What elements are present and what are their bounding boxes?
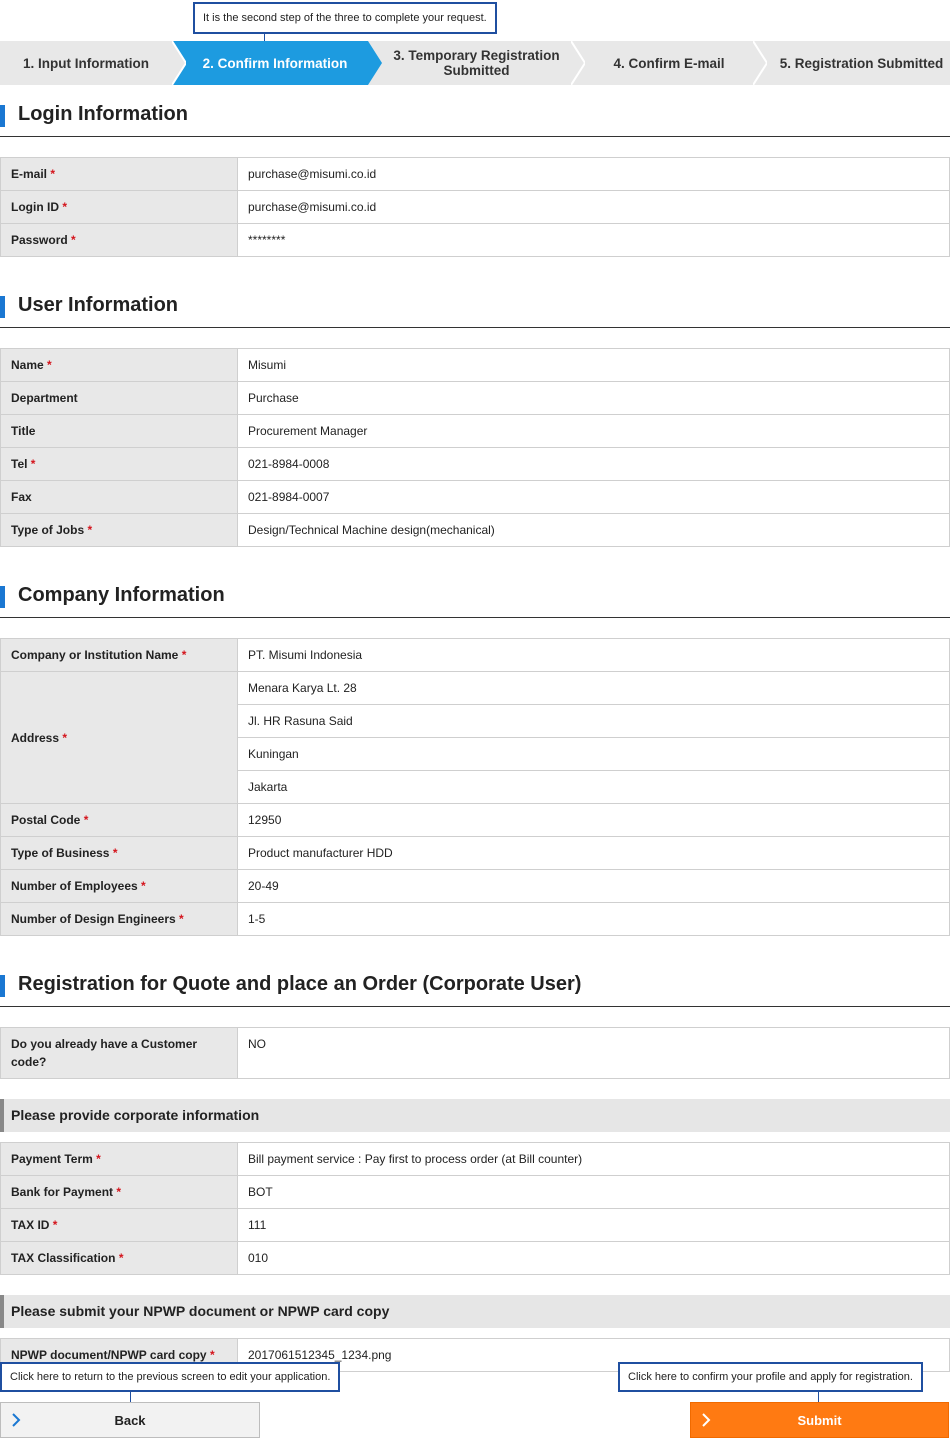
required-mark: *: [209, 1348, 215, 1362]
address-line-4: Jakarta: [238, 771, 950, 804]
section-accent-bar: [0, 105, 5, 127]
login-info-table: [0, 157, 950, 257]
section-accent-bar: [0, 975, 5, 997]
field-label: Do you already have a Customer code?: [1, 1028, 238, 1079]
bank-value: BOT: [238, 1176, 950, 1209]
table-row: [1, 514, 950, 547]
tel-value: 021-8984-0008: [238, 448, 950, 481]
step-label: 5. Registration Submitted: [779, 55, 944, 71]
step-label-line-1: 3. Temporary Registration: [393, 48, 560, 63]
field-label: Postal Code *: [1, 804, 238, 837]
postal-code-value: 12950: [238, 804, 950, 837]
field-label: Number of Employees *: [1, 870, 238, 903]
step-confirm-email: [571, 41, 753, 85]
table-row: [1, 1143, 950, 1176]
required-mark: *: [87, 523, 93, 537]
corporate-info-heading: Please provide corporate information: [0, 1099, 950, 1132]
login-id-value: purchase@misumi.co.id: [238, 191, 950, 224]
employees-value: 20-49: [238, 870, 950, 903]
submit-button[interactable]: [690, 1402, 949, 1438]
user-info-table: [0, 348, 950, 547]
email-value: purchase@misumi.co.id: [238, 158, 950, 191]
company-section-title: [0, 580, 950, 618]
title-value: Procurement Manager: [238, 415, 950, 448]
customer-code-table: [0, 1027, 950, 1079]
customer-code-value: NO: [238, 1028, 950, 1079]
field-label: Title: [1, 415, 238, 448]
table-row: [1, 158, 950, 191]
required-mark: *: [118, 1251, 124, 1265]
type-of-business-value: Product manufacturer HDD: [238, 837, 950, 870]
section-heading: Company Information: [18, 584, 225, 606]
required-mark: *: [112, 846, 118, 860]
table-row: [1, 639, 950, 672]
field-label: Address *: [1, 672, 238, 804]
back-hint-connector: [130, 1392, 131, 1402]
registration-section-title: [0, 969, 950, 1007]
table-row: [1, 1209, 950, 1242]
step-temporary-registration: [368, 41, 571, 85]
address-line-3: Kuningan: [238, 738, 950, 771]
password-value: ********: [238, 224, 950, 257]
table-row: [1, 870, 950, 903]
table-row: [1, 672, 950, 705]
chevron-right-icon: [11, 1413, 21, 1427]
user-section-title: [0, 290, 950, 328]
field-label: Login ID *: [1, 191, 238, 224]
npwp-file-value: 2017061512345_1234.png: [238, 1339, 950, 1372]
table-row: [1, 448, 950, 481]
back-hint-callout: Click here to return to the previous screen to edit your application.: [0, 1362, 340, 1392]
required-mark: *: [181, 648, 187, 662]
table-row: [1, 349, 950, 382]
field-label: Payment Term *: [1, 1143, 238, 1176]
section-heading: User Information: [18, 294, 179, 316]
field-label: Department: [1, 382, 238, 415]
company-info-table: [0, 638, 950, 936]
section-accent-bar: [0, 296, 5, 318]
table-row: [1, 415, 950, 448]
table-row: [1, 1176, 950, 1209]
type-of-jobs-value: Design/Technical Machine design(mechanical): [238, 514, 950, 547]
required-mark: *: [83, 813, 89, 827]
field-label: Type of Jobs *: [1, 514, 238, 547]
chevron-right-icon: [701, 1413, 711, 1427]
step-registration-submitted: [753, 41, 950, 85]
table-row: [1, 804, 950, 837]
tax-id-value: 111: [238, 1209, 950, 1242]
submit-button-label: Submit: [797, 1412, 842, 1428]
table-row: [1, 903, 950, 936]
name-value: Misumi: [238, 349, 950, 382]
payment-term-value: Bill payment service : Pay first to process order (at Bill counter): [238, 1143, 950, 1176]
field-label: NPWP document/NPWP card copy *: [1, 1339, 238, 1372]
field-label: Tel *: [1, 448, 238, 481]
required-mark: *: [30, 457, 36, 471]
field-label: Fax: [1, 481, 238, 514]
table-row: [1, 382, 950, 415]
step-label: 4. Confirm E-mail: [613, 55, 725, 71]
required-mark: *: [62, 200, 68, 214]
table-row: [1, 481, 950, 514]
login-section-title: [0, 99, 950, 137]
field-label: TAX ID *: [1, 1209, 238, 1242]
table-row: [1, 837, 950, 870]
table-row: [1, 191, 950, 224]
field-label: Name *: [1, 349, 238, 382]
design-engineers-value: 1-5: [238, 903, 950, 936]
submit-hint-connector: [818, 1392, 819, 1402]
step-confirm-information: [172, 41, 368, 85]
required-mark: *: [47, 358, 52, 372]
step-label: 1. Input Information: [23, 55, 149, 71]
section-heading: Login Information: [18, 103, 188, 125]
required-mark: *: [52, 1218, 58, 1232]
department-value: Purchase: [238, 382, 950, 415]
company-name-value: PT. Misumi Indonesia: [238, 639, 950, 672]
step-hint-callout: It is the second step of the three to complete your request.: [193, 2, 497, 34]
required-mark: *: [179, 912, 184, 926]
table-row: [1, 1028, 950, 1079]
progress-stepper: [0, 41, 950, 85]
field-label: E-mail *: [1, 158, 238, 191]
required-mark: *: [71, 233, 76, 247]
field-label: Number of Design Engineers *: [1, 903, 238, 936]
address-line-2: Jl. HR Rasuna Said: [238, 705, 950, 738]
section-heading: Registration for Quote and place an Order (Corporate User): [18, 973, 582, 995]
step-input-information: [0, 41, 172, 85]
field-label: Company or Institution Name *: [1, 639, 238, 672]
back-button[interactable]: [0, 1402, 260, 1438]
npwp-heading: Please submit your NPWP document or NPWP card copy: [0, 1295, 950, 1328]
fax-value: 021-8984-0007: [238, 481, 950, 514]
step-label-line-2: Submitted: [443, 63, 510, 78]
corporate-info-table: [0, 1142, 950, 1275]
field-label: Type of Business *: [1, 837, 238, 870]
field-label: TAX Classification *: [1, 1242, 238, 1275]
submit-hint-callout: Click here to confirm your profile and apply for registration.: [618, 1362, 923, 1392]
tax-classification-value: 010: [238, 1242, 950, 1275]
back-button-label: Back: [114, 1412, 146, 1428]
table-row: [1, 224, 950, 257]
required-mark: *: [141, 879, 146, 893]
required-mark: *: [116, 1185, 122, 1199]
required-mark: *: [96, 1152, 101, 1166]
address-line-1: Menara Karya Lt. 28: [238, 672, 950, 705]
table-row: [1, 1242, 950, 1275]
step-label: 2. Confirm Information: [202, 55, 348, 71]
required-mark: *: [50, 167, 56, 181]
section-accent-bar: [0, 586, 5, 608]
field-label: Password *: [1, 224, 238, 257]
required-mark: *: [62, 730, 68, 745]
field-label: Bank for Payment *: [1, 1176, 238, 1209]
